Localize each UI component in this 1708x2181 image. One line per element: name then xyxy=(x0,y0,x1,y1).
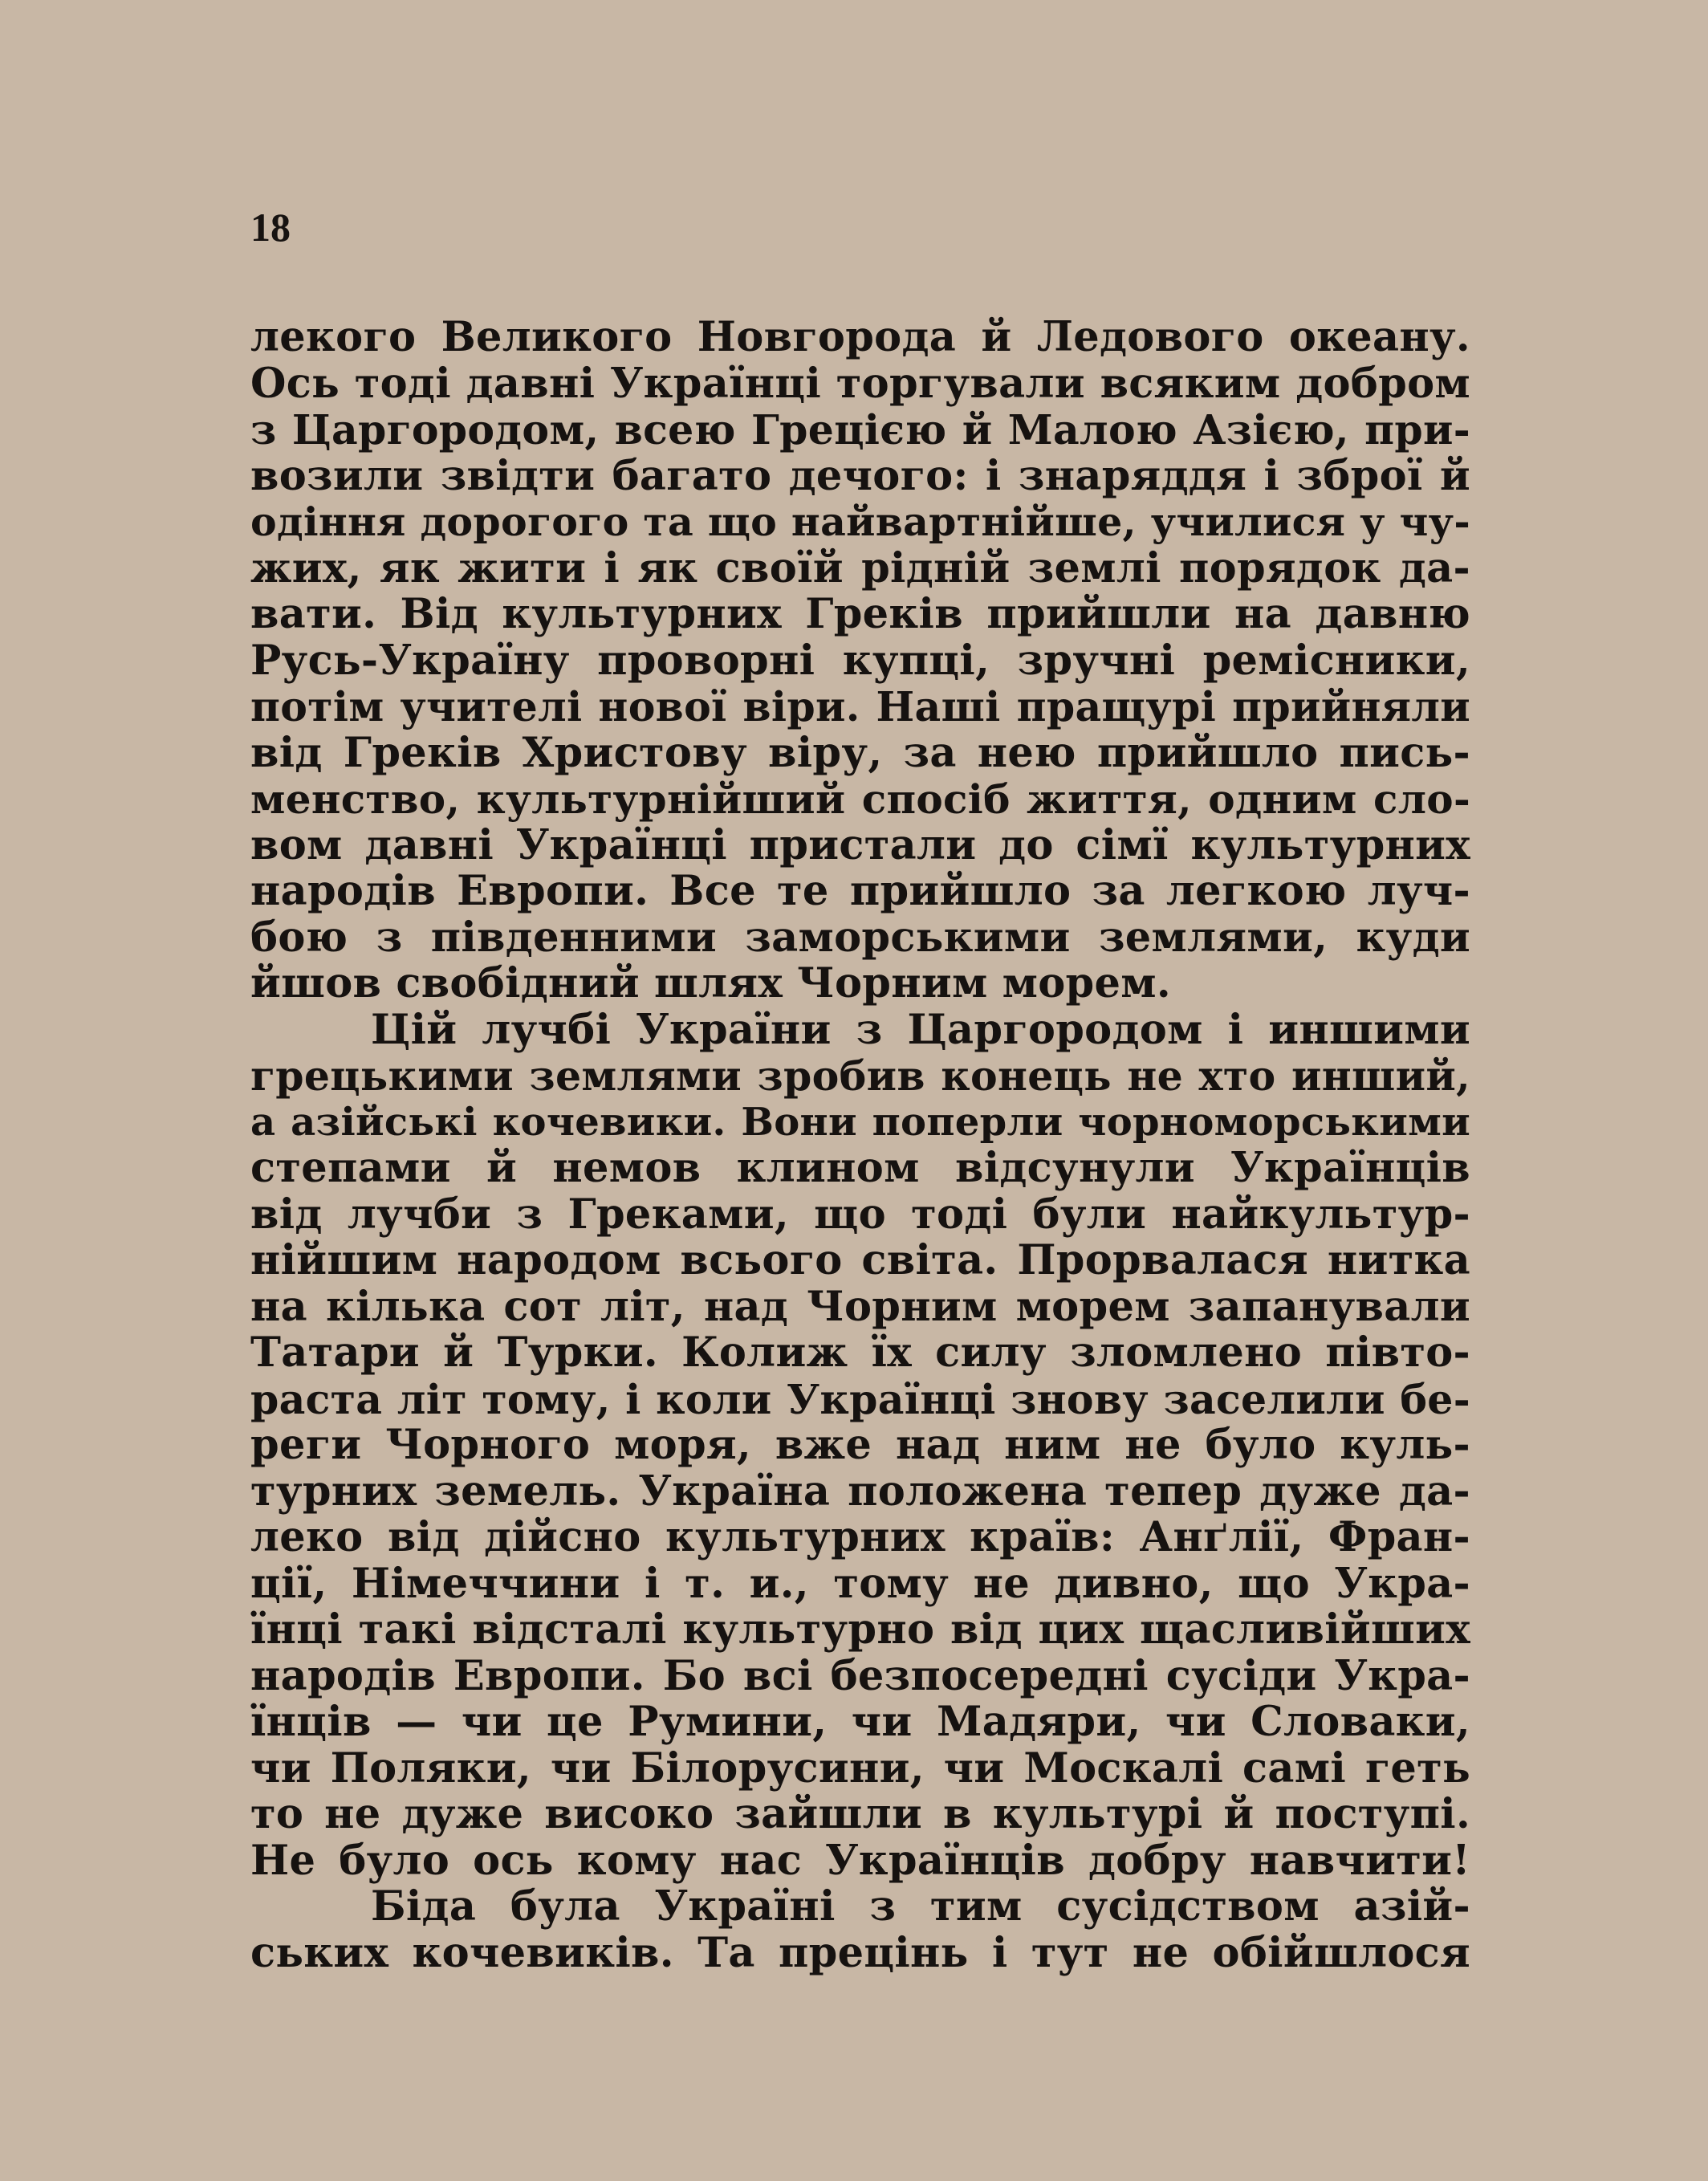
text-line: на кілька сот літ, над Чорним морем запанували xyxy=(250,1282,1470,1331)
text-line: жих, як жити і як своїй рідній землі порядок да- xyxy=(250,543,1470,592)
text-line: а азійські кочевики. Вони поперли чорноморськими xyxy=(250,1099,1470,1145)
text-line: вом давні Українці пристали до сімї культурних xyxy=(250,820,1470,869)
text-line: грецькими землями зробив конець не хто инший, xyxy=(250,1052,1470,1100)
text-line: одіння дорогого та що найвартнійше, училися у чу- xyxy=(250,498,1470,545)
text-line: Не було ось кому нас Українців добру навчити! xyxy=(250,1836,1470,1885)
text-line: Русь-Україну проворні купці, зручні ремісники, xyxy=(250,636,1470,685)
text-line: раста літ тому, і коли Українці знову заселили бе- xyxy=(250,1375,1470,1423)
text-line: возили звідти багато дечого: і знаряддя і зброї й xyxy=(250,451,1470,500)
text-line: лекого Великого Новгорода й Ледового океану. xyxy=(250,313,1470,361)
text-line: Цій лучбі України з Царгородом і иншими xyxy=(371,1005,1470,1054)
text-line: з Царгородом, всею Грецією й Малою Азією, при- xyxy=(250,406,1470,454)
text-line: їнців — чи це Румини, чи Мадяри, чи Словаки, xyxy=(250,1698,1470,1746)
text-line: то не дуже високо зайшли в культурі й поступі. xyxy=(250,1790,1470,1838)
text-line: нійшим народом всього світа. Прорвалася нитка xyxy=(250,1236,1470,1284)
text-line: леко від дійсно культурних країв: Анґлії, Фран- xyxy=(250,1513,1470,1561)
page-number: 18 xyxy=(250,205,291,250)
text-line: ції, Німеччини і т. и., тому не дивно, що Укра- xyxy=(250,1559,1470,1608)
text-line: реги Чорного моря, вже над ним не було куль- xyxy=(250,1421,1470,1469)
text-line: степами й немов клином відсунули Українців xyxy=(250,1144,1470,1192)
body-text xyxy=(250,315,1470,1976)
text-line: Татари й Турки. Колиж їх силу зломлено півто- xyxy=(250,1329,1470,1377)
text-line: бою з південними заморськими землями, куди xyxy=(250,913,1470,962)
text-line: менство, культурнійший спосіб життя, одним сло- xyxy=(250,775,1470,823)
text-line: вати. Від культурних Греків прийшли на давню xyxy=(250,590,1470,638)
text-line: народів Европи. Бо всі безпосередні сусіди Укра- xyxy=(250,1651,1470,1700)
text-line: йшов свобідний шлях Чорним морем. xyxy=(250,959,1171,1007)
text-line: Ось тоді давні Українці торгували всяким добром xyxy=(250,359,1470,408)
text-line: потім учителі нової віри. Наші пращурі прийняли xyxy=(250,683,1470,730)
text-line: народів Европи. Все те прийшло за легкою луч- xyxy=(250,867,1470,915)
text-line: турних земель. Україна положена тепер дуже да- xyxy=(250,1467,1470,1516)
text-line: Біда була Україні з тим сусідством азій- xyxy=(371,1882,1470,1931)
text-line: чи Поляки, чи Білорусини, чи Москалі самі геть xyxy=(250,1744,1470,1792)
text-line: від лучби з Греками, що тоді були найкультур- xyxy=(250,1190,1470,1239)
text-line: їнці такі відсталі культурно від цих щасливійших xyxy=(250,1605,1470,1654)
text-line: ських кочевиків. Та прецінь і тут не обійшлося xyxy=(250,1928,1470,1977)
text-line: від Греків Христову віру, за нею прийшло пись- xyxy=(250,728,1470,777)
